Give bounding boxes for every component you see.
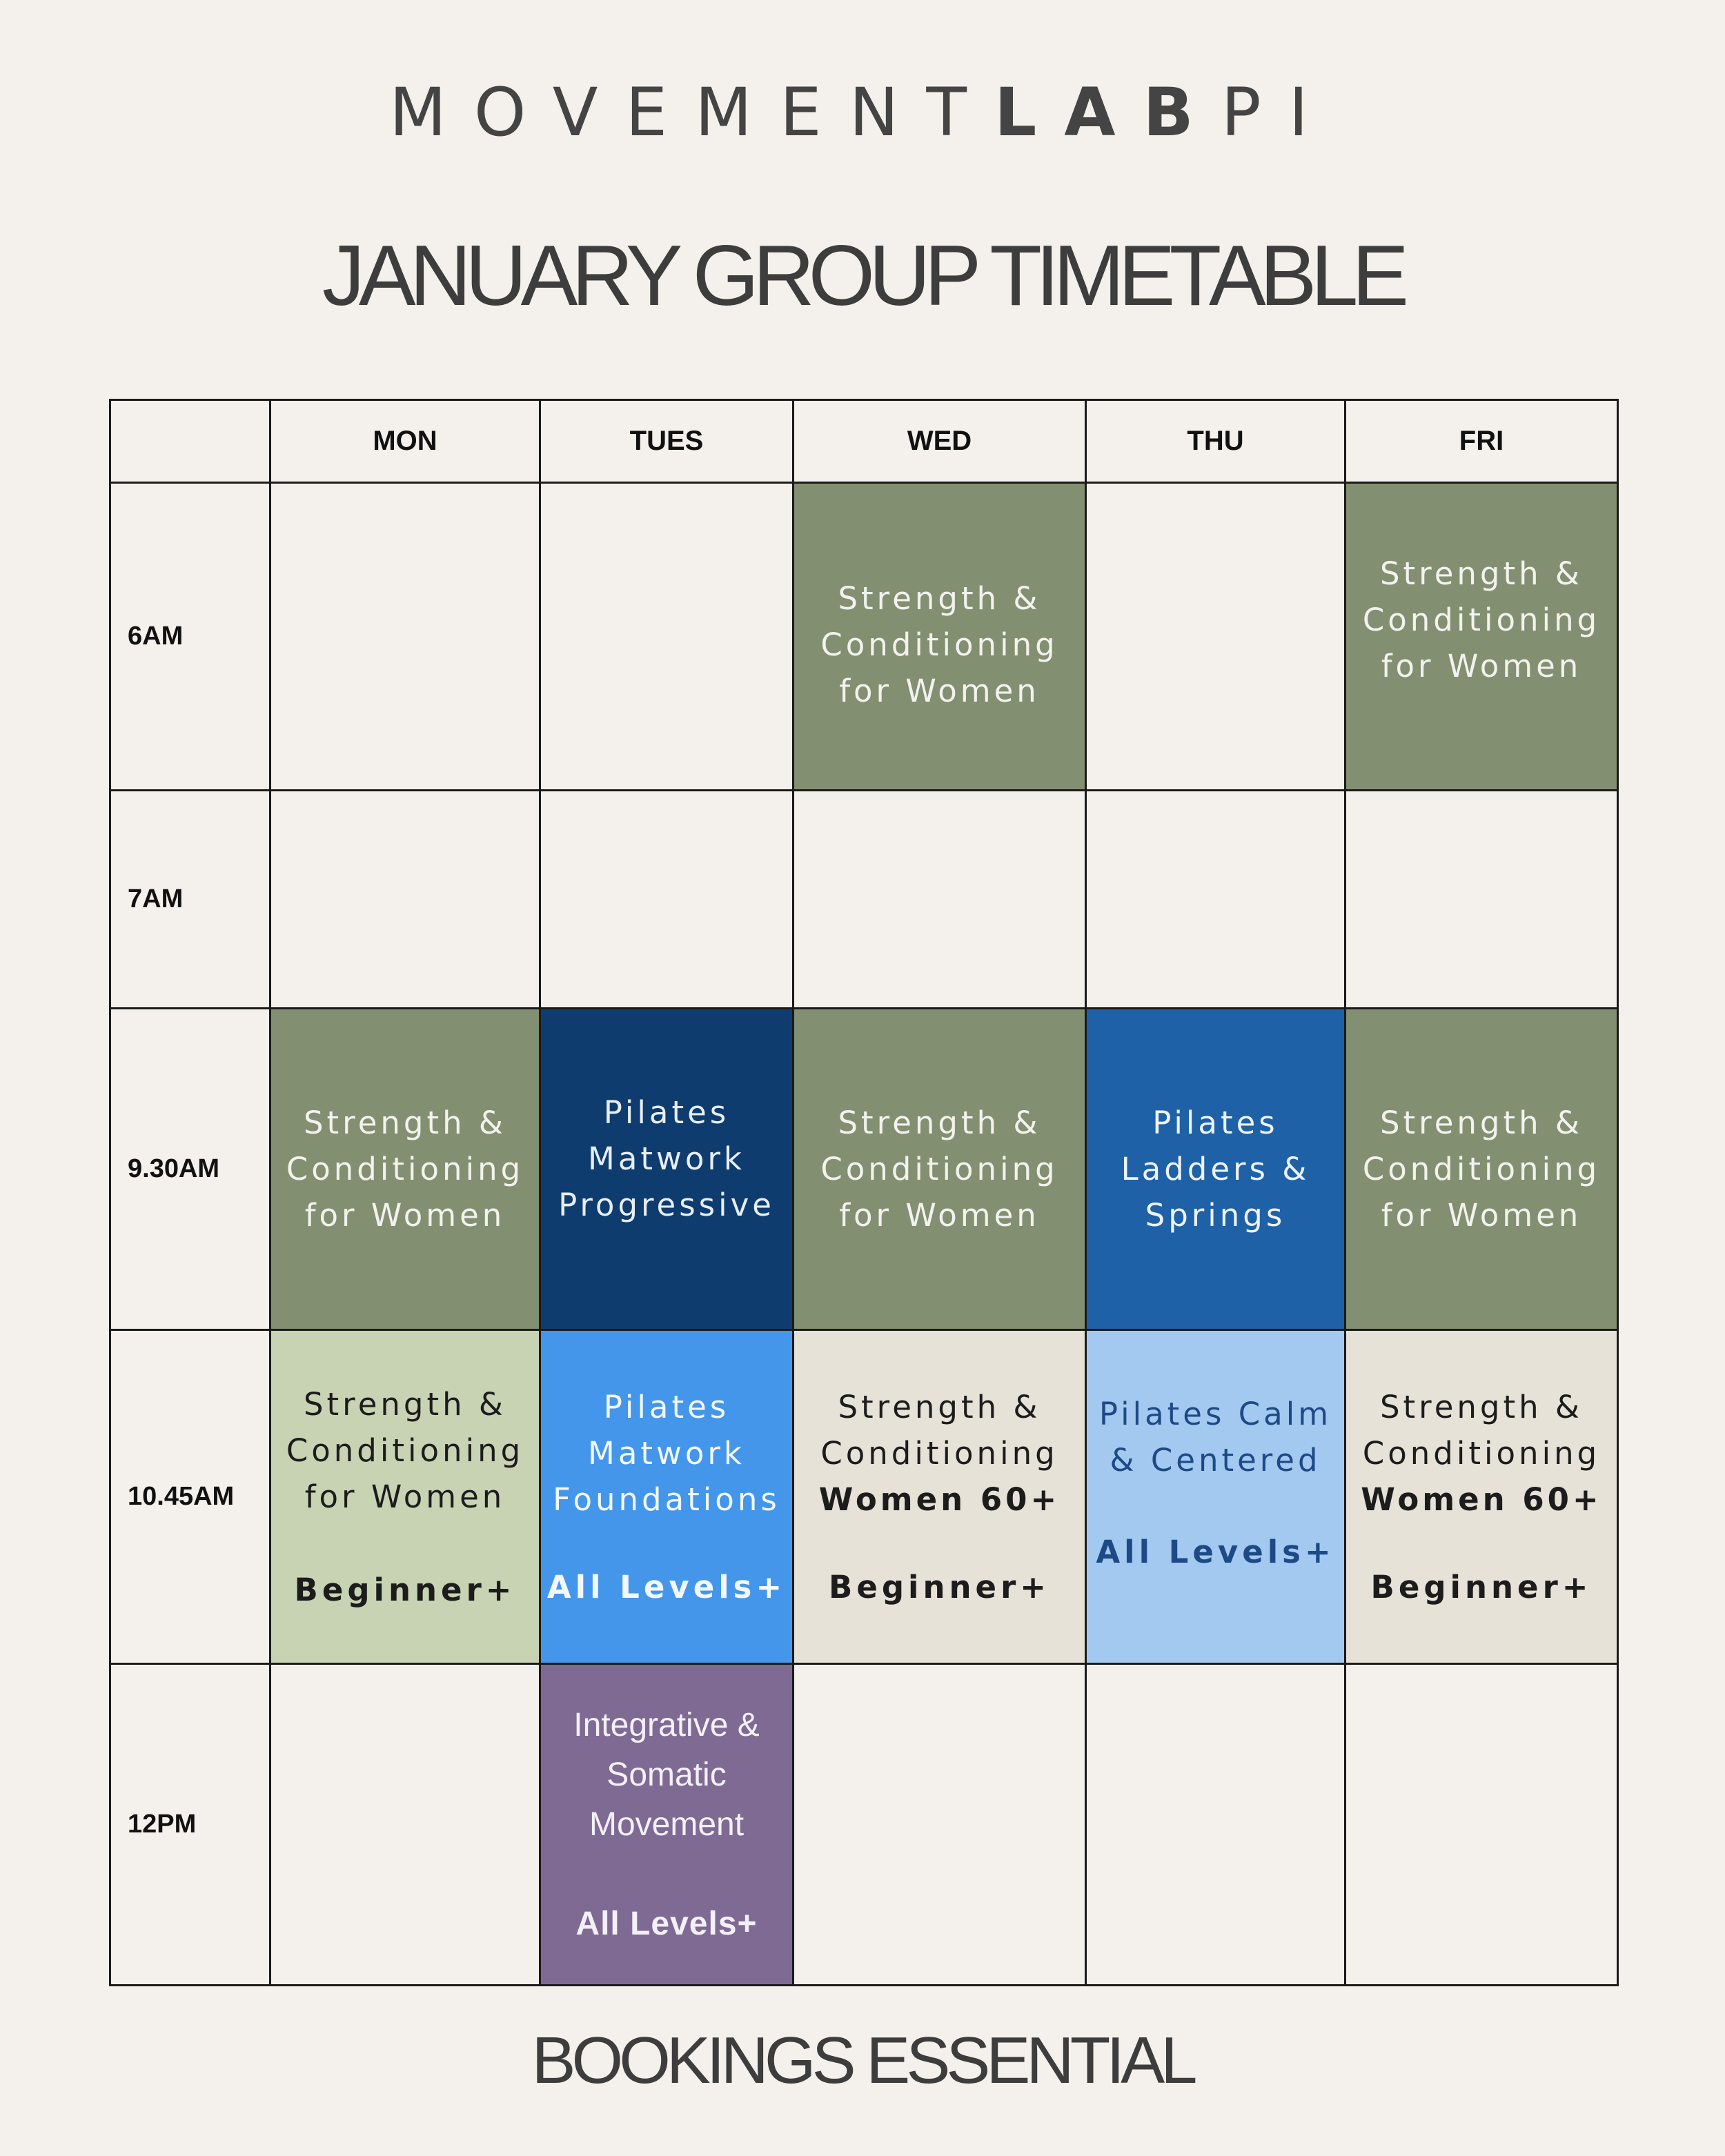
time-label-7am: 7AM — [110, 791, 270, 1009]
class-line: Conditioning — [820, 1434, 1058, 1472]
brand-word-pi: PI — [1221, 74, 1336, 151]
timetable — [109, 399, 1619, 1986]
class-cell-fri-6am[interactable] — [1346, 483, 1618, 791]
class-line: Foundations — [553, 1481, 780, 1518]
class-cell-tue-930am[interactable] — [540, 1009, 793, 1330]
class-line: Ladders & — [1121, 1151, 1310, 1187]
class-line: Matwork — [588, 1434, 745, 1472]
empty-cell — [1086, 483, 1346, 791]
class-line: Progressive — [558, 1187, 775, 1223]
row-930am — [110, 1009, 1618, 1330]
class-line: for Women — [839, 673, 1040, 709]
empty-cell — [540, 483, 793, 791]
class-line: Conditioning — [820, 626, 1058, 663]
brand-logo — [0, 75, 1725, 150]
class-line: Strength & — [1379, 1388, 1584, 1425]
level-label: Beginner+ — [294, 1571, 516, 1608]
class-cell-thu-1045am[interactable] — [1086, 1330, 1346, 1664]
class-line: Women 60+ — [818, 1481, 1061, 1518]
class-line: Conditioning — [1362, 1151, 1601, 1187]
day-header-tue: TUES — [540, 400, 793, 483]
empty-cell — [793, 1664, 1086, 1986]
empty-cell — [1346, 1664, 1618, 1986]
class-cell-mon-1045am[interactable] — [270, 1330, 540, 1664]
empty-cell — [1086, 1664, 1346, 1986]
day-header-mon: MON — [270, 400, 540, 483]
empty-cell — [270, 1664, 540, 1986]
day-header-wed: WED — [793, 400, 1086, 483]
brand-word-movement: MOVEMENT — [389, 74, 995, 151]
page-title: JANUARY GROUP TIMETABLE — [322, 228, 1403, 324]
class-cell-thu-930am[interactable] — [1086, 1009, 1346, 1330]
class-line: Pilates — [603, 1388, 730, 1425]
empty-cell — [1346, 791, 1618, 1009]
class-line: Integrative & — [573, 1706, 760, 1743]
class-cell-fri-930am[interactable] — [1346, 1009, 1618, 1330]
class-cell-tue-1045am[interactable] — [540, 1330, 793, 1664]
class-line: Women 60+ — [1361, 1481, 1602, 1518]
class-cell-mon-930am[interactable] — [270, 1009, 540, 1330]
class-line: Conditioning — [1362, 602, 1601, 638]
time-label-930am: 9.30AM — [110, 1009, 270, 1330]
level-label: Beginner+ — [1370, 1568, 1593, 1605]
class-line: Strength & — [1379, 555, 1584, 592]
class-line: Movement — [589, 1806, 745, 1843]
empty-cell — [1086, 791, 1346, 1009]
class-cell-tue-12pm[interactable] — [540, 1664, 793, 1986]
class-line: Somatic — [607, 1756, 727, 1793]
class-line: Conditioning — [286, 1432, 524, 1469]
empty-cell — [793, 791, 1086, 1009]
level-label: All Levels+ — [575, 1905, 758, 1942]
day-header-fri: FRI — [1346, 400, 1618, 483]
class-line: Matwork — [588, 1140, 745, 1177]
day-header-thu: THU — [1086, 400, 1346, 483]
class-line: for Women — [304, 1478, 506, 1515]
header-row — [110, 400, 1618, 483]
class-line: Conditioning — [1362, 1434, 1601, 1472]
class-line: Springs — [1145, 1197, 1286, 1234]
class-line: for Women — [1381, 1197, 1582, 1234]
class-cell-wed-1045am[interactable] — [793, 1330, 1086, 1664]
bookings-note: BOOKINGS ESSENTIAL — [531, 2024, 1194, 2097]
row-1045am — [110, 1330, 1618, 1664]
class-line: for Women — [304, 1197, 506, 1234]
row-12pm — [110, 1664, 1618, 1986]
class-line: & Centered — [1110, 1442, 1321, 1478]
class-line: Pilates Calm — [1098, 1396, 1332, 1432]
class-cell-fri-1045am[interactable] — [1346, 1330, 1618, 1664]
corner-cell — [110, 400, 270, 483]
class-line: Strength & — [303, 1385, 507, 1423]
class-line: Strength & — [838, 1388, 1041, 1425]
class-cell-wed-6am[interactable] — [793, 483, 1086, 791]
row-6am — [110, 483, 1618, 791]
class-line: Conditioning — [286, 1151, 524, 1187]
time-label-12pm: 12PM — [110, 1664, 270, 1986]
level-label: Beginner+ — [829, 1568, 1050, 1605]
level-label: All Levels+ — [1096, 1534, 1335, 1570]
empty-cell — [270, 483, 540, 791]
class-line: Conditioning — [820, 1151, 1058, 1187]
class-line: Strength & — [838, 1105, 1041, 1141]
class-line: Strength & — [1379, 1105, 1584, 1141]
class-cell-wed-930am[interactable] — [793, 1009, 1086, 1330]
time-label-1045am: 10.45AM — [110, 1330, 270, 1664]
time-label-6am: 6AM — [110, 483, 270, 791]
empty-cell — [270, 791, 540, 1009]
class-line: for Women — [1381, 648, 1582, 684]
empty-cell — [540, 791, 793, 1009]
class-line: Strength & — [838, 580, 1041, 617]
class-line: Pilates — [1152, 1105, 1279, 1141]
level-label: All Levels+ — [546, 1568, 787, 1605]
class-line: Strength & — [303, 1105, 507, 1141]
row-7am — [110, 791, 1618, 1009]
brand-word-lab: LAB — [994, 74, 1221, 151]
class-line: for Women — [839, 1197, 1040, 1234]
class-line: Pilates — [603, 1094, 730, 1131]
